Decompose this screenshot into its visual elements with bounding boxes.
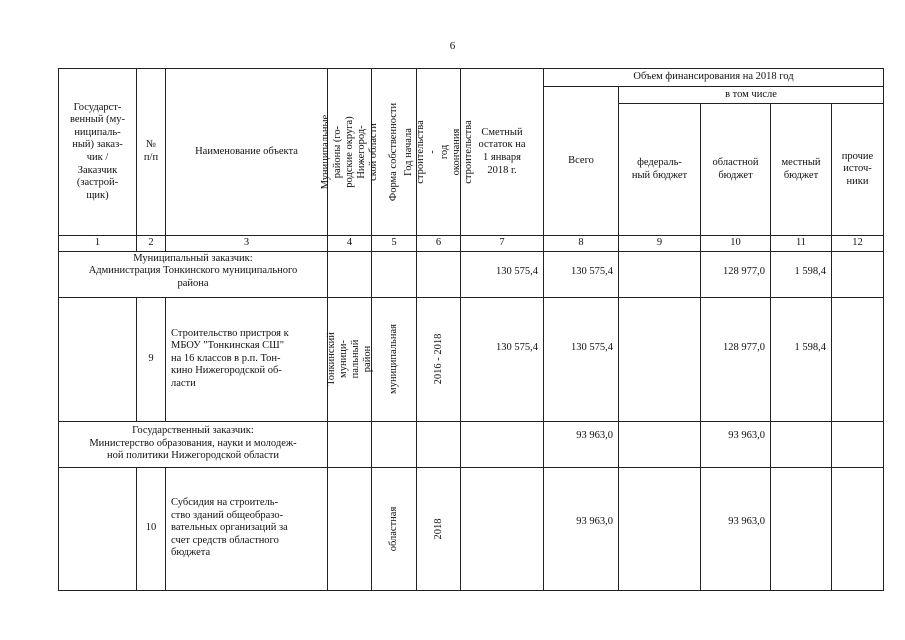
cell-local: 1 598,4 [771, 297, 832, 421]
column-number-row [59, 236, 884, 252]
header-ownership: Форма собственности [372, 69, 417, 236]
cell-empty [328, 251, 372, 297]
cell-other [832, 251, 884, 297]
cell-estimated-balance [461, 421, 544, 467]
financing-table [58, 68, 884, 591]
cell-regional: 128 977,0 [701, 251, 771, 297]
cell-federal [619, 421, 701, 467]
cell-empty [328, 421, 372, 467]
column-number: 4 [328, 236, 372, 252]
cell-number: 9 [137, 297, 166, 421]
column-number: 7 [461, 236, 544, 252]
cell-local: 1 598,4 [771, 251, 832, 297]
header-object-name: Наименование объекта [166, 69, 328, 236]
cell-other [832, 467, 884, 590]
cell-empty [417, 251, 461, 297]
column-number: 12 [832, 236, 884, 252]
cell-estimated-balance: 130 575,4 [461, 251, 544, 297]
cell-total: 93 963,0 [544, 421, 619, 467]
header-municipal-district: Муниципальные районы (го- родские округа) Нижегород- ской области [328, 69, 372, 236]
header-other: прочие источ- ники [832, 104, 884, 236]
cell-ownership: областная [372, 467, 417, 590]
cell-other [832, 297, 884, 421]
column-number: 8 [544, 236, 619, 252]
header-federal: федераль- ный бюджет [619, 104, 701, 236]
cell-municipal-district [328, 467, 372, 590]
customer-label: Государственный заказчик: Министерство образования, науки и молодеж- ной политики Нижегородской области [59, 421, 328, 467]
cell-number: 10 [137, 467, 166, 590]
header-year: Год начала строительства - год окончания строительства [417, 69, 461, 236]
column-number: 5 [372, 236, 417, 252]
column-number: 3 [166, 236, 328, 252]
column-number: 1 [59, 236, 137, 252]
cell-empty [372, 421, 417, 467]
column-number: 10 [701, 236, 771, 252]
header-total: Всего [544, 87, 619, 236]
column-number: 9 [619, 236, 701, 252]
cell-ownership: муниципальная [372, 297, 417, 421]
column-number: 11 [771, 236, 832, 252]
header-estimated-balance: Сметный остаток на 1 января 2018 г. [461, 69, 544, 236]
header-local: местный бюджет [771, 104, 832, 236]
cell-estimated-balance [461, 467, 544, 590]
header-customer: Государст- венный (му- ниципаль- ный) заказ- чик / Заказчик (застрой- щик) [59, 69, 137, 236]
cell-total: 130 575,4 [544, 251, 619, 297]
cell-federal [619, 297, 701, 421]
column-number: 2 [137, 236, 166, 252]
header-including: в том числе [619, 87, 884, 104]
header-number: № п/п [137, 69, 166, 236]
cell-federal [619, 467, 701, 590]
cell-year: 2018 [417, 467, 461, 590]
cell-empty [417, 421, 461, 467]
cell-year: 2016 - 2018 [417, 297, 461, 421]
table-row-customer [59, 251, 884, 297]
cell-regional: 93 963,0 [701, 421, 771, 467]
column-number: 6 [417, 236, 461, 252]
header-regional: областной бюджет [701, 104, 771, 236]
table-row-customer [59, 421, 884, 467]
cell-federal [619, 251, 701, 297]
customer-label: Муниципальный заказчик: Администрация Тонкинского муниципального района [59, 251, 328, 297]
cell-local [771, 467, 832, 590]
cell-empty [372, 251, 417, 297]
cell-empty [59, 297, 137, 421]
page-number: 6 [449, 40, 456, 52]
cell-object-name: Субсидия на строитель- ство зданий общеобразо- вательных организаций за счет средств областного бюджета [166, 467, 328, 590]
cell-municipal-district: Тонкинский муници- пальный район [328, 297, 372, 421]
cell-total: 93 963,0 [544, 467, 619, 590]
cell-regional: 93 963,0 [701, 467, 771, 590]
header-funding-volume: Объем финансирования на 2018 год [544, 69, 884, 87]
cell-local [771, 421, 832, 467]
cell-estimated-balance: 130 575,4 [461, 297, 544, 421]
table-row-object [59, 467, 884, 590]
cell-regional: 128 977,0 [701, 297, 771, 421]
cell-empty [59, 467, 137, 590]
cell-total: 130 575,4 [544, 297, 619, 421]
cell-other [832, 421, 884, 467]
cell-object-name: Строительство пристроя к МБОУ "Тонкинская СШ" на 16 классов в р.п. Тон- кино Нижегородской об- ласти [166, 297, 328, 421]
table-row-object [59, 297, 884, 421]
